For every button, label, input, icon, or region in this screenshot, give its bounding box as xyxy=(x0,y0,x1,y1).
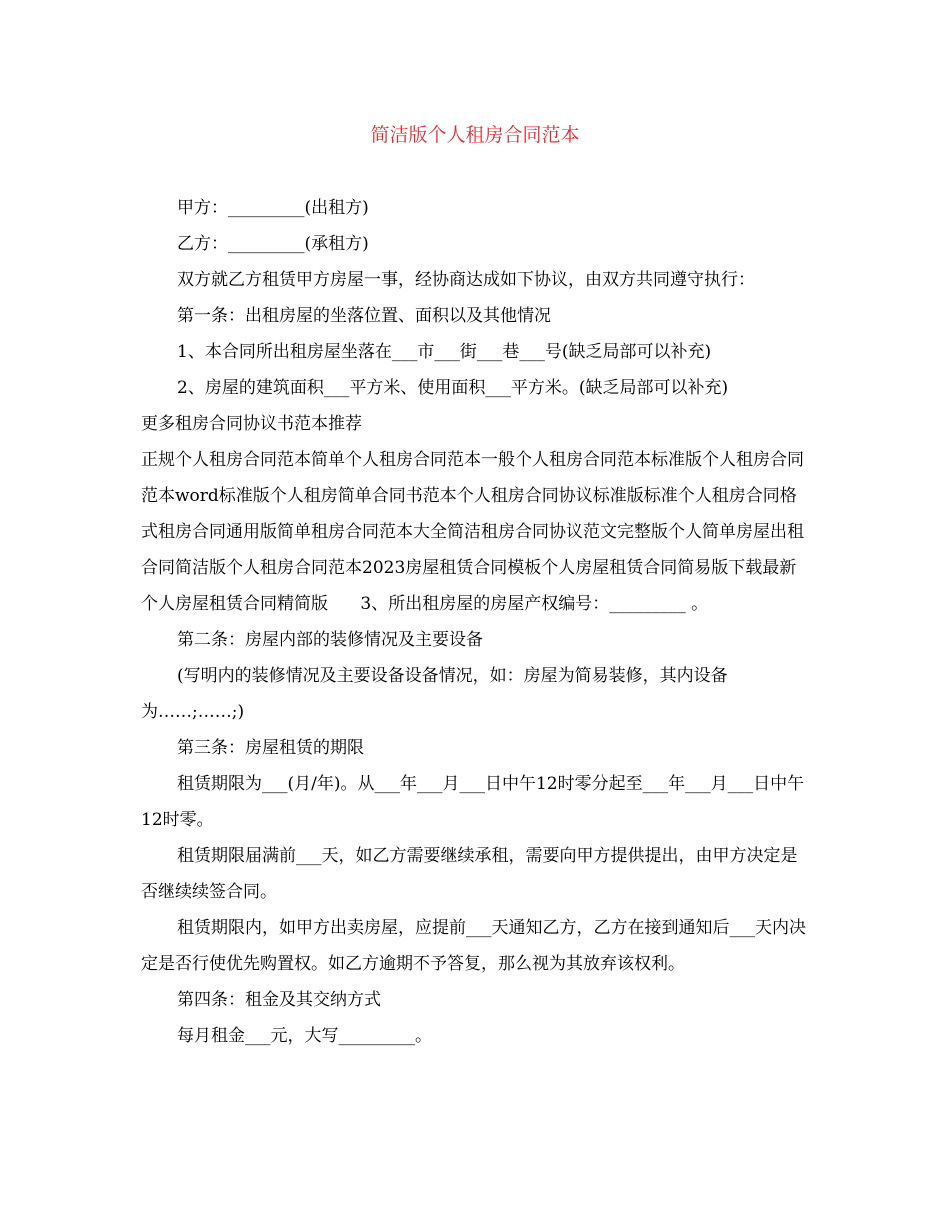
article-3-heading: 第三条：房屋租赁的期限 xyxy=(177,738,364,758)
article-3-renewal: 租赁期限届满前___天，如乙方需要继续承租，需要向甲方提供提出，由甲方决定是否继续续签合同。 xyxy=(141,846,798,902)
agreement-intro: 双方就乙方租赁甲方房屋一事，经协商达成如下协议，由双方共同遵守执行： xyxy=(177,270,755,290)
party-b-line: 乙方：_________(承租方) xyxy=(177,234,369,254)
article-1-item-1: 1、本合同所出租房屋坐落在___市___街___巷___号(缺乏局部可以补充) xyxy=(177,342,712,362)
recommendation-links-paragraph: 正规个人租房合同范本简单个人租房合同范本一般个人租房合同范本标准版个人租房合同范本word标准版个人租房简单合同书范本个人租房合同协议标准版标准个人租房合同格式租房合同通用版简单租房合同范本大全简洁租房合同协议范文完整版个人简单房屋出租合同简洁版个人租房合同范本2023房屋租赁合同模板个人房屋租赁合同简易版下载最新个人房屋租赁合同精简版 3、所出租房屋的房屋产权编号：_________ 。 xyxy=(141,450,804,614)
article-3-sale: 租赁期限内，如甲方出卖房屋，应提前___天通知乙方，乙方在接到通知后___天内决定是否行使优先购置权。如乙方逾期不予答复，那么视为其放弃该权利。 xyxy=(141,918,806,974)
recommendation-heading: 更多租房合同协议书范本推荐 xyxy=(141,414,362,434)
document-body xyxy=(141,190,813,1054)
article-1-item-2: 2、房屋的建筑面积___平方米、使用面积___平方米。(缺乏局部可以补充) xyxy=(177,378,729,398)
article-2-body: (写明内的装修情况及主要设备设备情况，如：房屋为简易装修，其内设备为……;……;) xyxy=(141,666,728,722)
document-title: 简洁版个人租房合同范本 xyxy=(370,124,580,146)
article-1-heading: 第一条：出租房屋的坐落位置、面积以及其他情况 xyxy=(177,306,551,326)
party-a-line: 甲方：_________(出租方) xyxy=(177,198,369,218)
article-4-rent: 每月租金___元，大写_________。 xyxy=(177,1026,432,1046)
article-2-heading: 第二条：房屋内部的装修情况及主要设备 xyxy=(177,630,483,650)
article-3-term: 租赁期限为___(月/年)。从___年___月___日中午12时零分起至___年___月___日中午12时零。 xyxy=(141,774,805,830)
article-4-heading: 第四条：租金及其交纳方式 xyxy=(177,990,381,1010)
